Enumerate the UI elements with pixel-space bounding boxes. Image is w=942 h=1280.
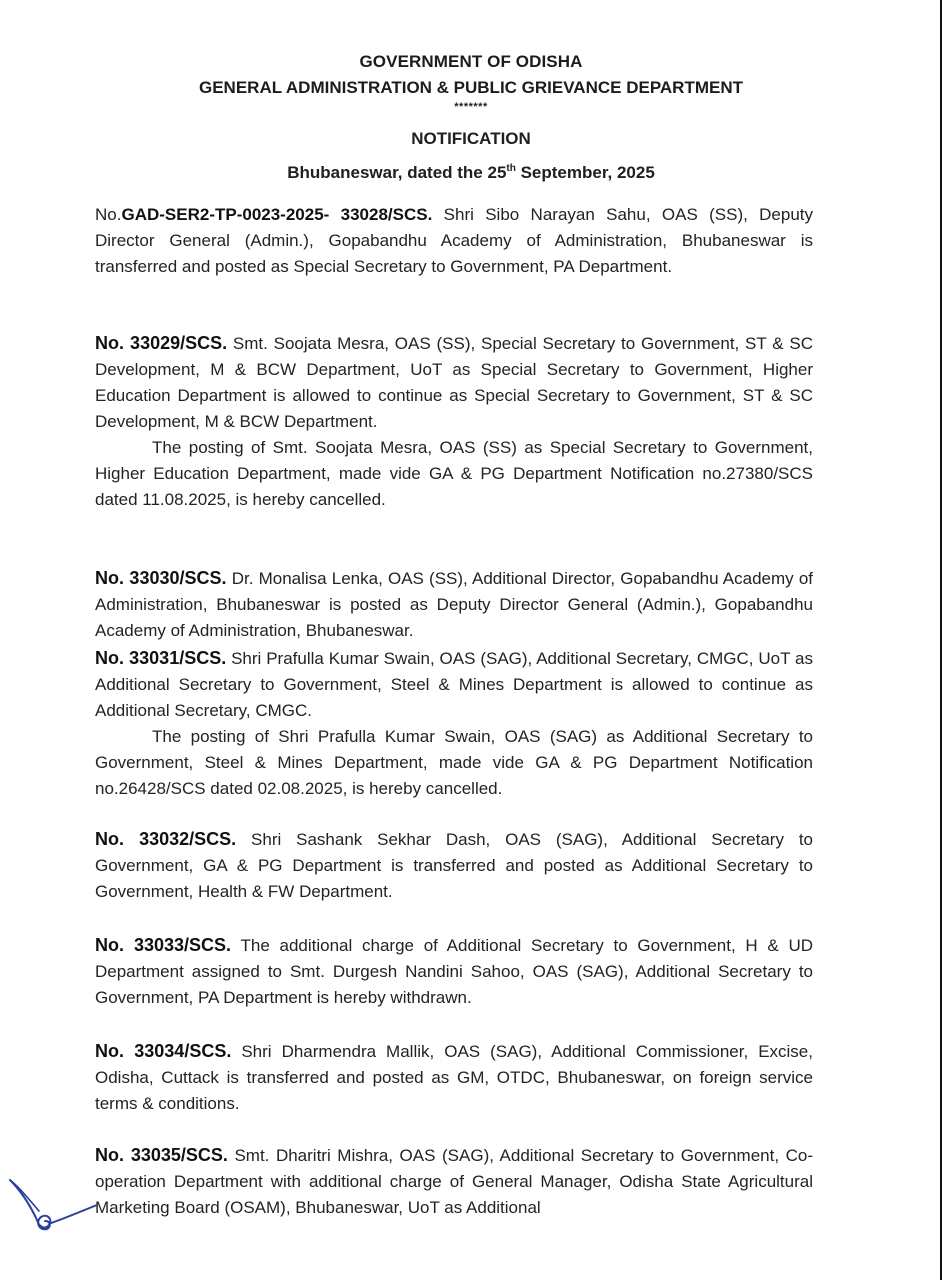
notification-body: Dr. Monalisa Lenka, OAS (SS), Additional Director, Gopabandhu Academy of Administration, Bhubaneswar is posted as Deputy Director General (Admin.), Gopabandhu Academy of Administration, Bhubaneswar. <box>95 569 814 640</box>
notification-33031 <box>95 645 813 802</box>
notification-body: Smt. Dharitri Mishra, OAS (SAG), Additional Secretary to Government, Co-operation Department with additional charge of General Manager, Odisha State Agricultural Marketing Board (OSAM), Bhubaneswar, UoT as Additional <box>95 1146 813 1217</box>
notification-body-continued: The posting of Smt. Soojata Mesra, OAS (SS) as Special Secretary to Government, Higher Education Department, made vide GA & PG Department Notification no.27380/SCS dated 11.08.2025, is hereby cancelled. <box>95 438 813 509</box>
notification-33035 <box>95 1142 813 1221</box>
government-title: GOVERNMENT OF ODISHA <box>359 52 583 71</box>
notification-33032 <box>95 826 813 905</box>
notification-33034 <box>95 1038 813 1117</box>
notification-body: Shri Sibo Narayan Sahu, OAS (SS), Deputy Director General (Admin.), Gopabandhu Academy of Administration, Bhubaneswar is transferred and posted as Special Secretary to Government, PA Department. <box>95 205 814 276</box>
document-type-heading: NOTIFICATION <box>411 129 531 148</box>
notification-number: GAD-SER2-TP-0023-2025- 33028/SCS. <box>121 205 433 224</box>
notification-33028 <box>95 202 813 280</box>
notification-prefix: No. <box>95 205 122 224</box>
date-prefix: Bhubaneswar, dated the 25 <box>287 163 507 182</box>
notification-number: No. 33033/SCS. <box>95 935 232 955</box>
signature-mark-icon <box>5 1175 105 1235</box>
notification-body: The additional charge of Additional Secretary to Government, H & UD Department assigned to Smt. Durgesh Nandini Sahoo, OAS (SAG), Additional Secretary to Government, PA Department is hereby withdrawn. <box>95 936 813 1007</box>
notification-body: Shri Dharmendra Mallik, OAS (SAG), Additional Commissioner, Excise, Odisha, Cuttack is transferred and posted as GM, OTDC, Bhubaneswar, on foreign service terms & conditions. <box>95 1042 813 1113</box>
notification-number: No. 33034/SCS. <box>95 1041 232 1061</box>
notification-number: No. 33031/SCS. <box>95 648 227 668</box>
notification-body: Shri Sashank Sekhar Dash, OAS (SAG), Additional Secretary to Government, GA & PG Department is transferred and posted as Additional Secretary to Government, Health & FW Department. <box>95 830 813 901</box>
date-ordinal-suffix: th <box>506 163 516 174</box>
date-suffix: September, 2025 <box>515 163 655 182</box>
department-title: GENERAL ADMINISTRATION & PUBLIC GRIEVANCE DEPARTMENT <box>198 78 743 97</box>
date-line <box>0 163 942 183</box>
notification-number: No. 33032/SCS. <box>95 829 237 849</box>
notification-body-continued: The posting of Shri Prafulla Kumar Swain, OAS (SAG) as Additional Secretary to Government, Steel & Mines Department, made vide GA & PG Department Notification no.26428/SCS dated 02.08.2025, is hereby cancelled. <box>95 727 813 798</box>
notification-number: No. 33030/SCS. <box>95 568 227 588</box>
notification-33029 <box>95 330 813 513</box>
notification-number: No. 33035/SCS. <box>95 1145 228 1165</box>
notification-body: Smt. Soojata Mesra, OAS (SS), Special Secretary to Government, ST & SC Development, M & BCW Department, UoT as Special Secretary to Government, Higher Education Department is allowed to continue as Special Secretary to Government, ST & SC Development, M & BCW Department. <box>95 334 813 431</box>
notification-number: No. 33029/SCS. <box>95 333 228 353</box>
notification-33030 <box>95 565 813 644</box>
notification-body: Shri Prafulla Kumar Swain, OAS (SAG), Additional Secretary, CMGC, UoT as Additional Secretary to Government, Steel & Mines Department is allowed to continue as Additional Secretary, CMGC. <box>95 649 813 720</box>
notification-33033 <box>95 932 813 1011</box>
header-separator: ******* <box>454 101 488 113</box>
